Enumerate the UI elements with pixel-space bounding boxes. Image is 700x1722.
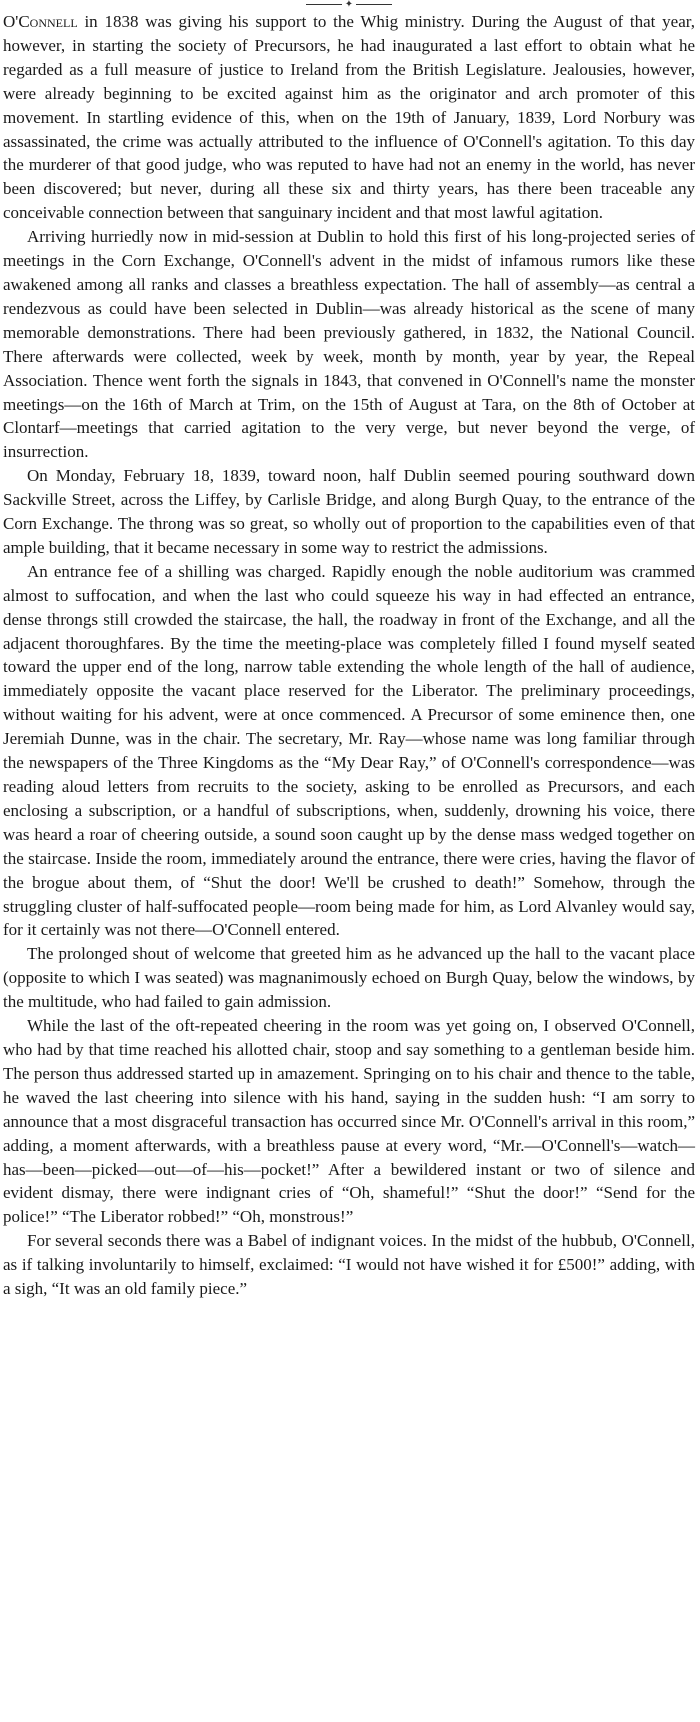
paragraph-7: For several seconds there was a Babel of indignant voices. In the midst of the hubbub, O'Connell, as if talking involuntarily to himself, exclaimed: “I would not have wished it for £500!” adding, with a sigh, “It was an old family piece.” bbox=[3, 1231, 695, 1299]
paragraph-2: Arriving hurriedly now in mid-session at Dublin to hold this first of his long-projected series of meetings in the Corn Exchange, O'Connell's advent in the midst of infamous rumors like these awakened among all ranks and classes a breathless expectation. The hall of assembly—as central a rendezvous as could have been selected in Dublin—was already historical as the scene of many memorable demonstrations. There had been previously gathered, in 1832, the National Council. There afterwards were collected, week by week, month by month, year by year, the Repeal Association. Thence went forth the signals in 1843, that convened in O'Connell's name the monster meetings—on the 16th of March at Trim, on the 15th of August at Tara, on the 8th of October at Clontarf—meetings that carried agitation to the very verge, but never beyond the verge, of insurrection. bbox=[3, 227, 695, 462]
paragraph-lead-word: O'Connell bbox=[3, 12, 78, 31]
paragraph-5: The prolonged shout of welcome that greeted him as he advanced up the hall to the vacant place (opposite to which I was seated) was magnanimously echoed on Burgh Quay, below the windows, by the multitude, who had failed to gain admission. bbox=[3, 944, 695, 1012]
paragraph-3: On Monday, February 18, 1839, toward noon, half Dublin seemed pouring southward down Sackville Street, across the Liffey, by Carlisle Bridge, and along Burgh Quay, to the entrance of the Corn Exchange. The throng was so great, so wholly out of proportion to the capabilities even of that ample building, that it became necessary in some way to restrict the admissions. bbox=[3, 466, 695, 557]
header-ornament bbox=[3, 0, 695, 10]
paragraph-6: While the last of the oft-repeated cheering in the room was yet going on, I observed O'Connell, who had by that time reached his allotted chair, stoop and say something to a gentleman beside him. The person thus addressed started up in amazement. Springing on to his chair and thence to the table, he waved the last cheering into silence with his hand, saying in the sudden hush: “I am sorry to announce that a most disgraceful transaction has occurred since Mr. O'Connell's arrival in this room,” adding, a moment afterwards, with a breathless pause at every word, “Mr.—O'Connell's—watch—has—been—picked—out—of—his—pocket!” After a bewildered instant or two of silence and evident dismay, there were indignant cries of “Oh, shameful!” “Shut the door!” “Send for the police!” “The Liberator robbed!” “Oh, monstrous!” bbox=[3, 1016, 695, 1227]
paragraph-4: An entrance fee of a shilling was charged. Rapidly enough the noble auditorium was crammed almost to suffocation, and when the last who could squeeze his way in had effected an entrance, dense throngs still crowded the staircase, the hall, the roadway in front of the Exchange, and all the adjacent thoroughfares. By the time the meeting-place was completely filled I found myself seated toward the upper end of the long, narrow table extending the whole length of the hall of audience, immediately opposite the vacant place reserved for the Liberator. The preliminary proceedings, without waiting for his advent, were at once commenced. A Precursor of some eminence then, one Jeremiah Dunne, was in the chair. The secretary, Mr. Ray—whose name was long familiar through the newspapers of the Three Kingdoms as the “My Dear Ray,” of O'Connell's correspondence—was reading aloud letters from recruits to the society, asking to be enrolled as Precursors, and each enclosing a subscription, or a handful of subscriptions, when, suddenly, drowning his voice, there was heard a roar of cheering outside, a sound soon caught up by the dense mass wedged together on the staircase. Inside the room, immediately around the entrance, there were cries, having the flavor of the brogue about them, of “Shut the door! We'll be crushed to death!” Somehow, through the struggling cluster of half-suffocated people—room being made for him, as Lord Alvanley would say, for it certainly was not there—O'Connell entered. bbox=[3, 561, 695, 940]
document-page bbox=[3, 0, 695, 1722]
paragraph-1 bbox=[3, 10, 695, 225]
ornament-glyph: ✦ bbox=[344, 0, 354, 10]
ornament-rule-left bbox=[306, 4, 342, 5]
paragraph-text: in 1838 was giving his support to the Whig ministry. During the August of that year, however, in starting the society of Precursors, he had inaugurated a last effort to obtain what he regarded as a full measure of justice to Ireland from the British Legislature. Jealousies, however, were already beginning to be excited against him as the originator and arch promoter of this movement. In startling evidence of this, when on the 19th of January, 1839, Lord Norbury was assassinated, the crime was actually attributed to the influence of O'Connell's agitation. To this day the murderer of that good judge, who was reputed to have had not an enemy in the world, has never been discovered; but never, during all these six and thirty years, has there been traceable any conceivable connection between that sanguinary incident and that most lawful agitation. bbox=[3, 12, 695, 223]
ornament-rule-right bbox=[356, 4, 392, 5]
